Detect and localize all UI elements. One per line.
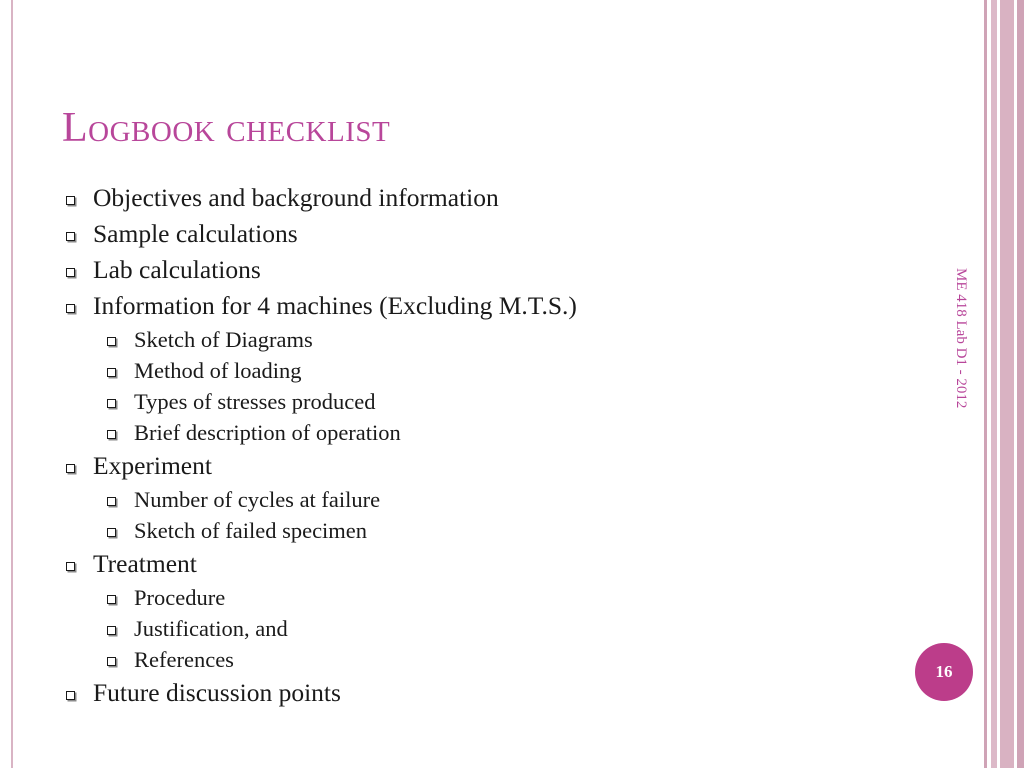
checklist-item: [64, 288, 924, 324]
checklist-subitem: [64, 582, 924, 613]
hollow-square-bullet-icon: [66, 691, 75, 700]
hollow-square-bullet-icon: [66, 562, 75, 571]
checklist-item-text: Information for 4 machines (Excluding M.T.S.): [93, 291, 577, 320]
checklist-item: [64, 448, 924, 484]
hollow-square-bullet-icon: [66, 268, 75, 277]
checklist-item-text: Sample calculations: [93, 219, 298, 248]
checklist-subitem: [64, 515, 924, 546]
hollow-square-bullet-icon: [107, 595, 116, 604]
checklist-subitem: [64, 355, 924, 386]
hollow-square-bullet-icon: [107, 497, 116, 506]
checklist-subitem-text: Sketch of failed specimen: [134, 518, 368, 543]
checklist-subitem-text: Procedure: [134, 585, 226, 610]
checklist-item-text: Objectives and background information: [93, 183, 499, 212]
checklist-subitem: [64, 417, 924, 448]
page-number-badge: [915, 643, 973, 701]
checklist-subitem: [64, 386, 924, 417]
checklist-item: [64, 675, 924, 711]
checklist-subitem: [64, 484, 924, 515]
checklist-subitem-text: Types of stresses produced: [134, 389, 376, 414]
checklist-subitem-text: Justification, and: [134, 616, 288, 641]
hollow-square-bullet-icon: [107, 430, 116, 439]
right-decorative-stripes: [978, 0, 1024, 768]
hollow-square-bullet-icon: [66, 304, 75, 313]
checklist-item-text: Future discussion points: [93, 678, 341, 707]
slide-title: Logbook checklist: [62, 105, 391, 151]
checklist-subitem: [64, 613, 924, 644]
left-frame-line: [11, 0, 13, 768]
checklist-subitem: [64, 324, 924, 355]
checklist-item: [64, 546, 924, 582]
checklist: [64, 180, 924, 711]
checklist-subitem-text: Sketch of Diagrams: [134, 327, 313, 352]
checklist-item: [64, 252, 924, 288]
hollow-square-bullet-icon: [107, 337, 116, 346]
checklist-item-text: Lab calculations: [93, 255, 261, 284]
checklist-item-text: Treatment: [93, 549, 197, 578]
checklist-subitem: [64, 644, 924, 675]
checklist-subitem-text: Method of loading: [134, 358, 302, 383]
checklist-subitem-text: Number of cycles at failure: [134, 487, 381, 512]
checklist-subitem-text: Brief description of operation: [134, 420, 401, 445]
checklist-item: [64, 180, 924, 216]
hollow-square-bullet-icon: [66, 464, 75, 473]
checklist-item: [64, 216, 924, 252]
checklist-subitem-text: References: [134, 647, 234, 672]
checklist-item-text: Experiment: [93, 451, 212, 480]
hollow-square-bullet-icon: [107, 399, 116, 408]
slide-footer: ME 418 Lab D1 - 2012: [953, 268, 969, 409]
hollow-square-bullet-icon: [66, 232, 75, 241]
hollow-square-bullet-icon: [107, 368, 116, 377]
hollow-square-bullet-icon: [107, 657, 116, 666]
hollow-square-bullet-icon: [66, 196, 75, 205]
hollow-square-bullet-icon: [107, 528, 116, 537]
page-number: 16: [935, 662, 953, 681]
hollow-square-bullet-icon: [107, 626, 116, 635]
